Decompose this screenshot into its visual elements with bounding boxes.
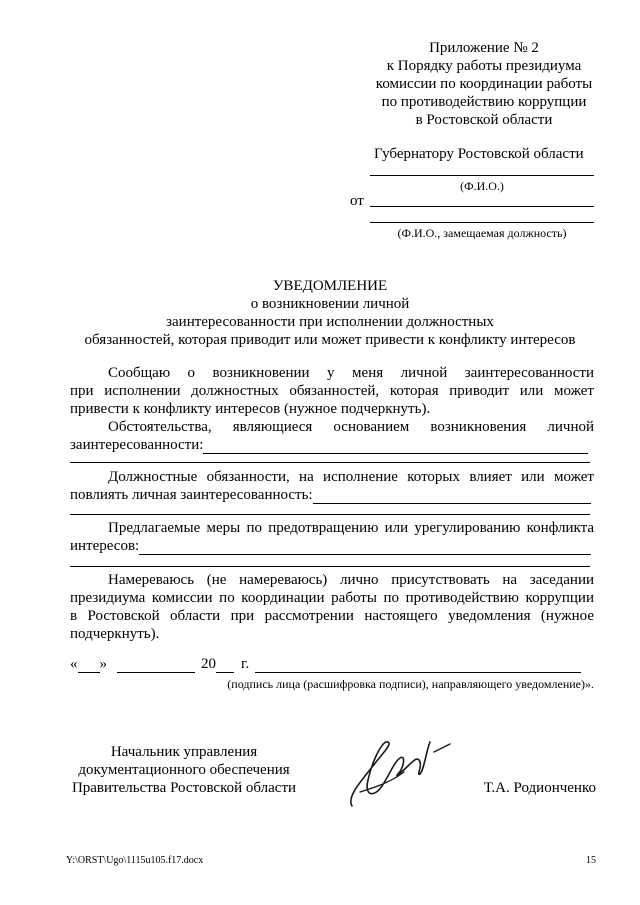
measures-field[interactable]	[139, 540, 591, 555]
paragraph-line: Предлагаемые меры по предотвращению или урегулированию конфликта	[108, 520, 594, 536]
paragraph-line: заинтересованности:	[70, 437, 204, 453]
addressee-fio-field[interactable]	[370, 175, 594, 176]
signature-field[interactable]	[255, 658, 581, 673]
duties-field-2[interactable]	[70, 514, 590, 515]
signatory-position-line: документационного обеспечения	[78, 762, 290, 778]
paragraph-line: интересов:	[70, 538, 140, 554]
paragraph-line: президиума комиссии по координации работы по противодействию коррупции	[70, 590, 594, 606]
date-year-suffix: г.	[241, 656, 250, 672]
date-close-quote: »	[99, 656, 107, 672]
date-signature-line	[70, 655, 594, 673]
appendix-line: комиссии по координации работы	[375, 76, 593, 92]
footer-page-number: 15	[586, 855, 596, 866]
measures-field-2[interactable]	[70, 566, 590, 567]
paragraph-line: Обстоятельства, являющиеся основанием возникновения личной	[108, 419, 594, 435]
date-year-prefix: 20	[201, 656, 216, 672]
circumstances-field-2[interactable]	[70, 462, 590, 463]
addressee-from-field[interactable]	[370, 206, 594, 207]
paragraph-line: подчеркнуть).	[70, 626, 160, 642]
paragraph-line: Сообщаю о возникновении у меня личной заинтересованности	[108, 365, 594, 381]
signatory-name: Т.А. Родионченко	[483, 780, 596, 796]
document-title-block	[60, 277, 600, 349]
paragraph-line: Должностные обязанности, на исполнение которых влияет или может	[108, 469, 594, 485]
handwritten-signature	[338, 732, 458, 814]
document-title: УВЕДОМЛЕНИЕ	[272, 278, 388, 294]
date-day-field[interactable]	[78, 658, 100, 673]
appendix-block	[366, 39, 602, 129]
paragraph-line: повлиять личная заинтересованность:	[70, 487, 313, 503]
document-subtitle-line: о возникновении личной	[250, 296, 410, 312]
date-month-field[interactable]	[117, 658, 195, 673]
paragraph-report	[70, 364, 594, 418]
signatory-position	[64, 743, 304, 797]
addressee-fio-position-caption: (Ф.И.О., замещаемая должность)	[397, 226, 567, 240]
paragraph-circumstances	[70, 418, 594, 454]
paragraph-measures	[70, 519, 594, 555]
date-year-field[interactable]	[216, 658, 234, 673]
paragraph-line: в Ростовской области при рассмотрении настоящего уведомления (нужное	[70, 608, 594, 624]
addressee-to: Губернатору Ростовской области	[374, 146, 584, 162]
appendix-line: в Ростовской области	[415, 112, 553, 128]
paragraph-line: при исполнении должностных обязанностей, которая приводит или может	[70, 383, 594, 399]
addressee-from-label: от	[350, 193, 364, 209]
paragraph-attendance	[70, 571, 594, 643]
circumstances-field[interactable]	[203, 439, 588, 454]
paragraph-line: Намереваюсь (не намереваюсь) лично присутствовать на заседании	[108, 572, 594, 588]
duties-field[interactable]	[313, 489, 591, 504]
appendix-line: Приложение № 2	[429, 40, 539, 56]
document-subtitle-line: заинтересованности при исполнении должностных	[166, 314, 494, 330]
appendix-line: по противодействию коррупции	[381, 94, 587, 110]
paragraph-duties	[70, 468, 594, 504]
date-open-quote: «	[70, 656, 78, 672]
appendix-line: к Порядку работы президиума	[386, 58, 582, 74]
signatory-position-line: Правительства Ростовской области	[71, 780, 297, 796]
addressee-from-field-2[interactable]	[370, 222, 594, 223]
document-subtitle-line: обязанностей, которая приводит или может привести к конфликту интересов	[84, 332, 576, 348]
paragraph-line: привести к конфликту интересов (нужное подчеркнуть).	[70, 401, 431, 417]
addressee-fio-caption: (Ф.И.О.)	[460, 179, 504, 193]
footer-file-path: Y:\ORST\Ugo\1115u105.f17.docx	[66, 855, 204, 866]
signatory-position-line: Начальник управления	[110, 744, 258, 760]
signature-caption: (подпись лица (расшифровка подписи), направляющего уведомление)».	[227, 677, 594, 691]
